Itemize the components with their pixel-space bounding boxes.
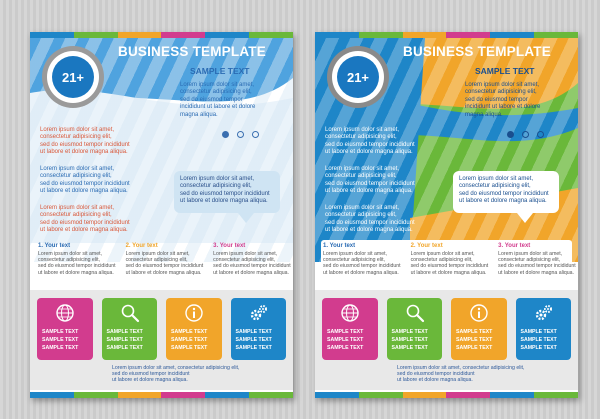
column-2: 2. Your text Lorem ipsum dolor sit amet, consectetur adipisicing elit, sed do eiusmod tempor incididunt ut labore et dolore magna aliqua. — [410, 243, 489, 276]
gears-icon — [249, 303, 269, 323]
feature-tiles — [37, 298, 286, 360]
pagination-dots[interactable] — [222, 131, 259, 138]
text-columns — [38, 243, 291, 285]
page-dot[interactable] — [522, 131, 529, 138]
text-block-1: Lorem ipsum dolor sit amet, consectetur adipisicing elit, sed do eiusmod tempor incididunt ut labore et dolore magna aliqua. — [325, 127, 415, 156]
tile-globe[interactable]: SAMPLE TEXT SAMPLE TEXT SAMPLE TEXT — [322, 298, 378, 360]
page-subtitle: SAMPLE TEXT — [475, 66, 535, 76]
page-dot[interactable] — [252, 131, 259, 138]
tile-globe[interactable]: SAMPLE TEXT SAMPLE TEXT SAMPLE TEXT — [37, 298, 93, 360]
tile-search[interactable]: SAMPLE TEXT SAMPLE TEXT SAMPLE TEXT — [387, 298, 443, 360]
pagination-dots[interactable] — [507, 131, 544, 138]
page-subtitle: SAMPLE TEXT — [190, 66, 250, 76]
tile-gears[interactable]: SAMPLE TEXT SAMPLE TEXT SAMPLE TEXT — [231, 298, 287, 360]
page-title: BUSINESS TEMPLATE — [403, 44, 551, 59]
page-title: BUSINESS TEMPLATE — [118, 44, 266, 59]
flyer-light — [30, 32, 293, 398]
text-block-1: Lorem ipsum dolor sit amet, consectetur adipisicing elit, sed do eiusmod tempor incididunt ut labore et dolore magna aliqua. — [40, 127, 130, 156]
color-strip-bottom — [30, 392, 293, 398]
info-icon — [469, 303, 489, 323]
column-3: 3. Your text Lorem ipsum dolor sit amet, consectetur adipisicing elit, sed do eiusmod tempor incididunt ut labore et dolore magna aliqua. — [498, 243, 576, 276]
text-block-3: Lorem ipsum dolor sit amet, consectetur adipisicing elit, sed do eiusmod tempor incididunt ut labore et dolore magna aliqua. — [40, 205, 130, 234]
intro-text: Lorem ipsum dolor sit amet, consectetur adipisicing elit, sed do eiusmod tempor incididunt ut labore et dolore magna aliqua. — [180, 82, 256, 118]
text-block-2: Lorem ipsum dolor sit amet, consectetur adipisicing elit, sed do eiusmod tempor incididunt ut labore et dolore magna aliqua. — [40, 166, 130, 195]
footer-text: Lorem ipsum dolor sit amet, consectetur adipisicing elit, sed do eiusmod tempor incididunt ut labore et dolore magna aliqua. — [397, 365, 525, 384]
bubble-text: Lorem ipsum dolor sit amet, consectetur adipisicing elit, sed do eiusmod tempor incididunt ut labore et dolore magna aliqua. — [459, 176, 549, 205]
tile-search[interactable]: SAMPLE TEXT SAMPLE TEXT SAMPLE TEXT — [102, 298, 158, 360]
flyer-colorful — [315, 32, 578, 398]
badge-text: 21+ — [337, 56, 379, 98]
tile-info[interactable]: SAMPLE TEXT SAMPLE TEXT SAMPLE TEXT — [166, 298, 222, 360]
page-dot[interactable] — [222, 131, 229, 138]
bubble-text: Lorem ipsum dolor sit amet, consectetur adipisicing elit, sed do eiusmod tempor incididunt ut labore et dolore magna aliqua. — [180, 176, 270, 205]
badge-text: 21+ — [52, 56, 94, 98]
text-columns — [323, 243, 576, 285]
tile-info[interactable]: SAMPLE TEXT SAMPLE TEXT SAMPLE TEXT — [451, 298, 507, 360]
text-block-3: Lorem ipsum dolor sit amet, consectetur adipisicing elit, sed do eiusmod tempor incididunt ut labore et dolore magna aliqua. — [325, 205, 415, 234]
globe-icon — [55, 303, 75, 323]
age-badge — [42, 46, 104, 108]
column-1: 1. Your text Lorem ipsum dolor sit amet, consectetur adipisicing elit, sed do eiusmod tempor incididunt ut labore et dolore magna aliqua. — [323, 243, 401, 276]
text-block-2: Lorem ipsum dolor sit amet, consectetur adipisicing elit, sed do eiusmod tempor incididunt ut labore et dolore magna aliqua. — [325, 166, 415, 195]
gears-icon — [534, 303, 554, 323]
column-3: 3. Your text Lorem ipsum dolor sit amet, consectetur adipisicing elit, sed do eiusmod tempor incididunt ut labore et dolore magna aliqua. — [213, 243, 291, 276]
feature-tiles — [322, 298, 571, 360]
globe-icon — [340, 303, 360, 323]
footer-text: Lorem ipsum dolor sit amet, consectetur adipisicing elit, sed do eiusmod tempor incididunt ut labore et dolore magna aliqua. — [112, 365, 240, 384]
page-dot[interactable] — [237, 131, 244, 138]
search-icon — [405, 303, 425, 323]
info-icon — [184, 303, 204, 323]
column-1: 1. Your text Lorem ipsum dolor sit amet, consectetur adipisicing elit, sed do eiusmod tempor incididunt ut labore et dolore magna aliqua. — [38, 243, 116, 276]
search-icon — [120, 303, 140, 323]
speech-bubble — [453, 171, 559, 213]
color-strip-bottom — [315, 392, 578, 398]
page-dot[interactable] — [537, 131, 544, 138]
page-dot[interactable] — [507, 131, 514, 138]
age-badge — [327, 46, 389, 108]
tile-gears[interactable]: SAMPLE TEXT SAMPLE TEXT SAMPLE TEXT — [516, 298, 572, 360]
column-2: 2. Your text Lorem ipsum dolor sit amet, consectetur adipisicing elit, sed do eiusmod tempor incididunt ut labore et dolore magna aliqua. — [125, 243, 204, 276]
intro-text: Lorem ipsum dolor sit amet, consectetur adipisicing elit, sed do eiusmod tempor incididunt ut labore et dolore magna aliqua. — [465, 82, 541, 118]
speech-bubble — [174, 171, 280, 213]
